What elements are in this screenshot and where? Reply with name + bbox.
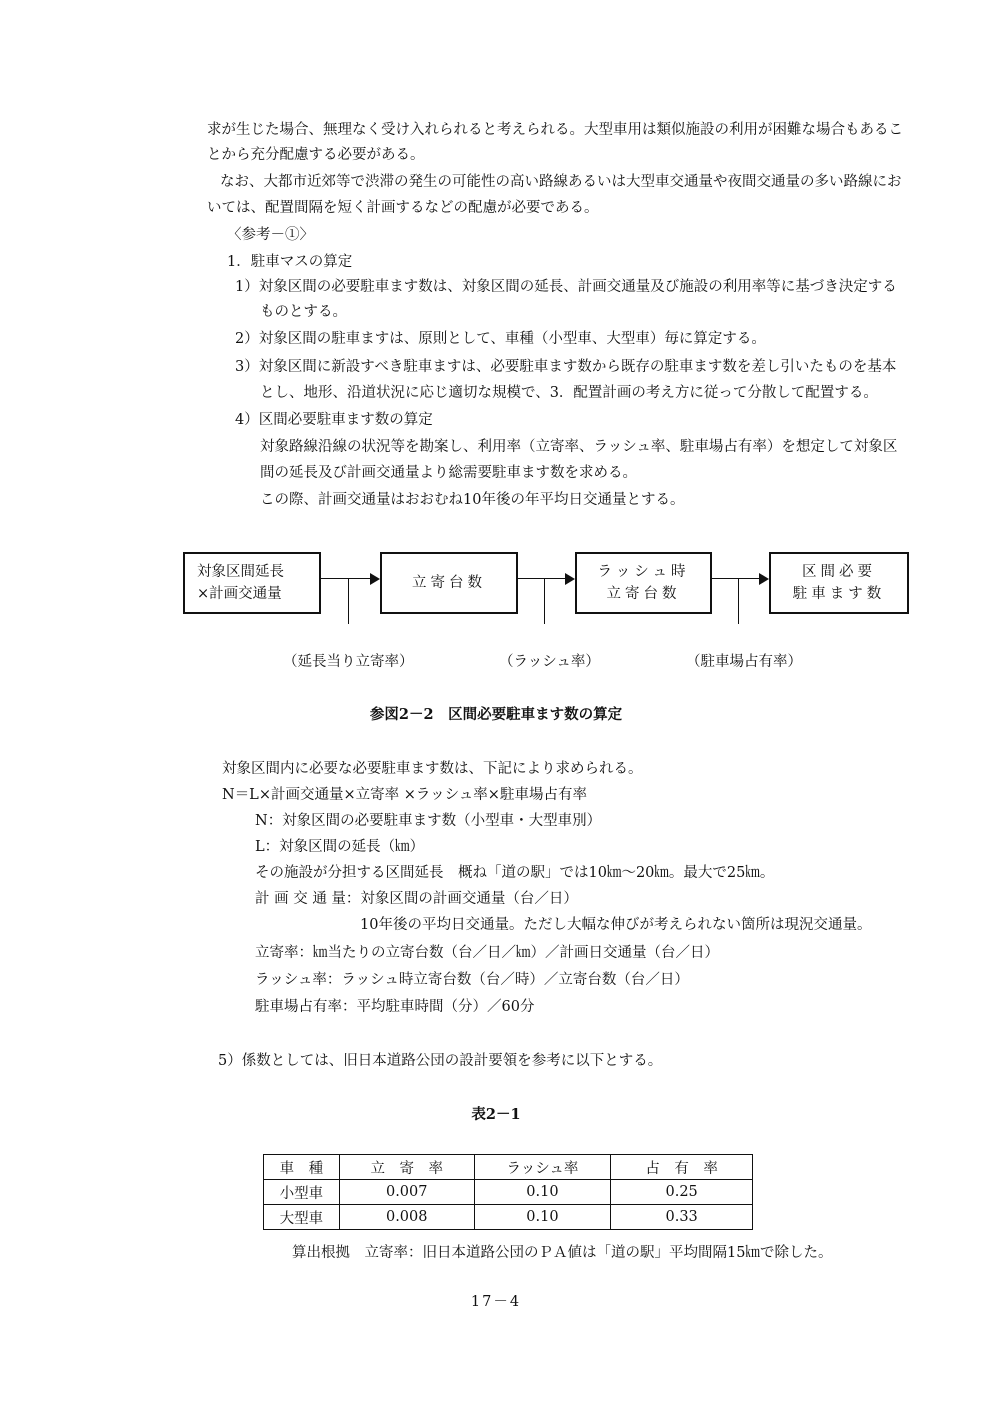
figure-caption: 参図2－2 区間必要駐車ます数の算定 xyxy=(369,706,623,723)
list-item-cont: ものとする。 xyxy=(260,304,347,320)
table-header-cell: ラッシュ率 xyxy=(474,1155,611,1180)
list-item-cont: 間の延長及び計画交通量より総需要駐車ます数を求める。 xyxy=(260,465,637,481)
flow-box-input xyxy=(183,552,321,614)
flow-factor-label: （駐車場占有率） xyxy=(686,654,802,670)
table-cell: 小型車 xyxy=(264,1180,340,1205)
list-item: 2）対象区間の駐車ますは、原則として、車種（小型車、大型車）毎に算定する。 xyxy=(235,331,766,347)
flow-box-text: 区間必要 xyxy=(802,564,876,580)
table-header-cell: 占 有 率 xyxy=(611,1155,753,1180)
coefficient-table xyxy=(263,1154,753,1230)
arrow-right-icon xyxy=(565,573,575,585)
flow-box-text: 立寄台数 xyxy=(606,586,681,602)
table-header-cell: 車 種 xyxy=(264,1155,340,1180)
flow-connector xyxy=(712,578,760,579)
definition-line: その施設が分担する区間延長 概ね「道の駅」では10㎞～20㎞。最大で25㎞。 xyxy=(255,865,775,881)
page-number: 17－4 xyxy=(470,1294,522,1310)
flow-box-stop-count xyxy=(380,552,518,614)
definition-line: 計 画 交 通 量：対象区間の計画交通量（台／日） xyxy=(255,891,578,907)
table-title: 表2－1 xyxy=(471,1106,521,1123)
table-cell: 0.33 xyxy=(611,1205,753,1230)
flow-factor-line xyxy=(738,578,739,624)
flow-connector xyxy=(321,578,371,579)
flow-box-text: 立寄台数 xyxy=(412,575,486,591)
flow-factor-label: （延長当り立寄率） xyxy=(283,654,414,670)
arrow-right-icon xyxy=(370,573,380,585)
table-cell: 0.25 xyxy=(611,1180,753,1205)
reference-label: 〈参考－①〉 xyxy=(227,227,314,243)
definition-line: L：対象区間の延長（㎞） xyxy=(255,839,425,855)
table-cell: 0.008 xyxy=(339,1205,474,1230)
list-item-cont: この際、計画交通量はおおむね10年後の年平均日交通量とする。 xyxy=(260,492,685,508)
definition-line: ラッシュ率：ラッシュ時立寄台数（台／時）／立寄台数（台／日） xyxy=(255,972,689,988)
flow-factor-line xyxy=(544,578,545,624)
table-cell: 0.10 xyxy=(474,1205,611,1230)
paragraph-line: とから充分配慮する必要がある。 xyxy=(207,147,425,163)
flow-box-rush-count xyxy=(575,552,712,614)
table-note: 算出根拠 立寄率：旧日本道路公団のＰＡ値は「道の駅」平均間隔15㎞で除した。 xyxy=(292,1245,833,1261)
formula-intro: 対象区間内に必要な必要駐車ます数は、下記により求められる。 xyxy=(222,761,643,777)
flow-factor-label: （ラッシュ率） xyxy=(499,654,600,670)
table-row xyxy=(264,1180,753,1205)
flow-box-text: ラッシュ時 xyxy=(597,564,690,580)
list-item: 3）対象区間に新設すべき駐車ますは、必要駐車ます数から既存の駐車ます数を差し引いたものを基本 xyxy=(235,359,897,375)
flow-box-text: ×計画交通量 xyxy=(197,586,282,602)
list-item-cont: 対象路線沿線の状況等を勘案し、利用率（立寄率、ラッシュ率、駐車場占有率）を想定して対象区 xyxy=(260,439,898,455)
table-header-row xyxy=(264,1155,753,1180)
flow-box-required xyxy=(769,552,909,614)
list-item: 1）対象区間の必要駐車ます数は、対象区間の延長、計画交通量及び施設の利用率等に基づき決定する xyxy=(235,279,897,295)
table-cell: 0.10 xyxy=(474,1180,611,1205)
definition-line: N：対象区間の必要駐車ます数（小型車・大型車別） xyxy=(255,813,602,829)
paragraph-line: いては、配置間隔を短く計画するなどの配慮が必要である。 xyxy=(207,200,599,216)
list-item-cont: とし、地形、沿道状況に応じ適切な規模で、3．配置計画の考え方に従って分散して配置する。 xyxy=(260,385,878,401)
definition-line: 10年後の平均日交通量。ただし大幅な伸びが考えられない箇所は現況交通量。 xyxy=(360,917,872,933)
table-row xyxy=(264,1205,753,1230)
paragraph-line: 求が生じた場合、無理なく受け入れられると考えられる。大型車用は類似施設の利用が困難な場合もあるこ xyxy=(207,122,903,138)
formula-equation: N＝L×計画交通量×立寄率 ×ラッシュ率×駐車場占有率 xyxy=(222,787,587,803)
table-cell: 大型車 xyxy=(264,1205,340,1230)
definition-line: 駐車場占有率：平均駐車時間（分）／60分 xyxy=(255,999,535,1015)
flow-factor-line xyxy=(348,578,349,624)
flow-connector xyxy=(518,578,566,579)
table-header-cell: 立 寄 率 xyxy=(339,1155,474,1180)
list-item: 5）係数としては、旧日本道路公団の設計要領を参考に以下とする。 xyxy=(218,1053,663,1069)
arrow-right-icon xyxy=(759,573,769,585)
flow-box-text: 駐車ます数 xyxy=(792,586,886,602)
table-cell: 0.007 xyxy=(339,1180,474,1205)
paragraph-line: なお、大都市近郊等で渋滞の発生の可能性の高い路線あるいは大型車交通量や夜間交通量の多い路線にお xyxy=(220,174,902,190)
section-heading: 1．駐車マスの算定 xyxy=(227,254,353,270)
list-item: 4）区間必要駐車ます数の算定 xyxy=(235,412,433,428)
definition-line: 立寄率：㎞当たりの立寄台数（台／日／㎞）／計画日交通量（台／日） xyxy=(255,945,719,961)
flow-box-text: 対象区間延長 xyxy=(197,564,284,580)
